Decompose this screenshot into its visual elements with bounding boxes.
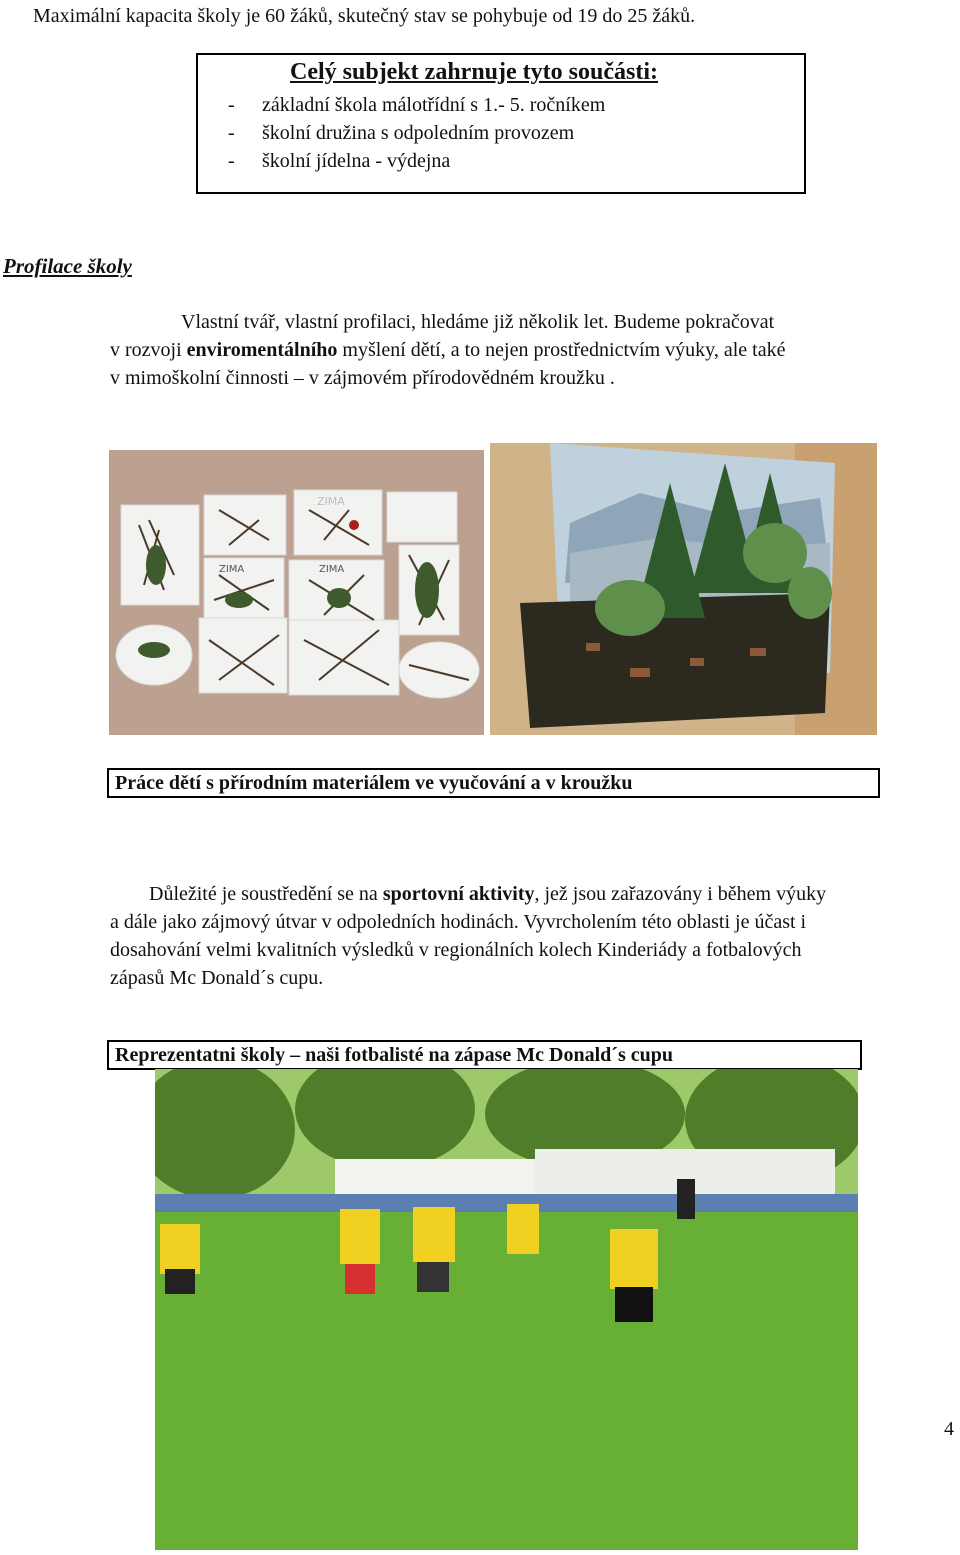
- photo-card-label: ZIMA: [319, 564, 345, 575]
- profile-paragraph-line: Vlastní tvář, vlastní profilaci, hledáme již několik let. Budeme pokračovat: [181, 311, 775, 333]
- components-title: Celý subjekt zahrnuje tyto součásti:: [290, 59, 658, 85]
- profile-paragraph-line: v rozvoji enviromentálního myšlení dětí, a to nejen prostřednictvím výuky, ale také: [110, 339, 786, 361]
- sport-paragraph-line: Důležité je soustředění se na sportovní aktivity, jež jsou zařazovány i během výuky: [149, 883, 827, 905]
- photo-football-team: [155, 1069, 858, 1550]
- sport-paragraph-line: dosahování velmi kvalitních výsledků v regionálních kolech Kinderiády a fotbalových: [110, 939, 802, 961]
- section-heading-profile: Profilace školy: [3, 254, 132, 278]
- list-item: - školní jídelna - výdejna: [228, 150, 451, 172]
- intro-text: Maximální kapacita školy je 60 žáků, skutečný stav se pohybuje od 19 do 25 žáků.: [33, 5, 696, 27]
- photo-caption-football: Reprezentatni školy – naši fotbalisté na zápase Mc Donald´s cupu: [107, 1040, 862, 1070]
- photo-forest-diorama: [490, 443, 877, 735]
- components-box: [196, 53, 806, 194]
- sport-paragraph-line: zápasů Mc Donald´s cupu.: [110, 967, 324, 989]
- sport-paragraph-line: a dále jako zájmový útvar v odpoledních hodinách. Vyvrcholením této oblasti je účast i: [110, 911, 807, 933]
- page-number: 4: [944, 1418, 954, 1440]
- photo-caption-nature: Práce dětí s přírodním materiálem ve vyučování a v kroužku: [107, 768, 880, 798]
- photo-card-label: ZIMA: [219, 564, 245, 575]
- profile-paragraph-line: v mimoškolní činnosti – v zájmovém přírodovědném kroužku .: [110, 367, 615, 389]
- list-item: - školní družina s odpoledním provozem: [228, 122, 575, 144]
- photo-nature-collages: [109, 450, 484, 735]
- components-list: [228, 91, 605, 175]
- list-item: - základní škola málotřídní s 1.- 5. ročníkem: [228, 94, 606, 116]
- photo-card-label: ZIMA: [317, 495, 345, 508]
